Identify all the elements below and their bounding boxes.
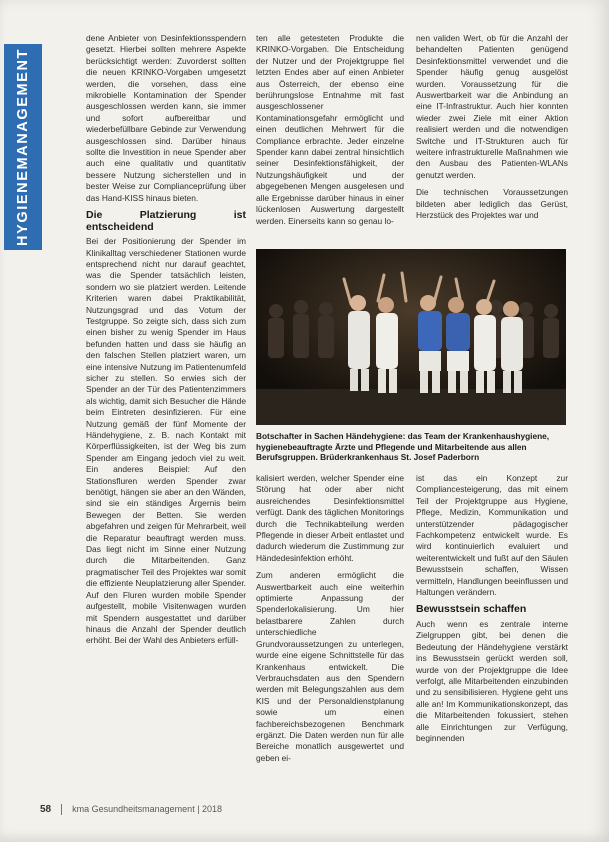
paragraph: ten alle getesteten Produkte die KRINKO-Vorgaben. Die Entscheidung der Nutzer und der Projektgruppe fiel letzten Endes aber auf einen Anbieter aus Österreich, der ebenso eine berührungslose Entnahme mit fast ausgeschlossener Kontaminationsgefahr ermöglicht und einen deutlichen Mehrwert für die Compliance erbrachte. Jeder einzelne Spender kann dabei zentral hinsichtlich seiner Desinfektionsfähigkeit, der Nutzungshäufigkeit und der abgegebenen Mengen ausgelesen und alle Ergebnisse darüber hinaus in einer lückenlosen Auswertung dargestellt werden. Einerseits kann so genau lo- xyxy=(256,33,404,226)
text-column-2-bottom xyxy=(256,473,404,780)
page-footer xyxy=(40,802,222,816)
paragraph: kalisiert werden, welcher Spender eine Störung hat oder aber nicht ausreichendes Desinfektionsmittel verfügt. Dank des täglichen Monitorings durch die Technikabteilung werden Pflegende in dieser Arbeit entlastet und dadurch wiederum die Zustimmung zur Händedesinfektion erhöht. xyxy=(256,473,404,563)
subheading: Bewusstsein schaffen xyxy=(416,603,527,616)
team-photo xyxy=(256,249,566,425)
text-column-1 xyxy=(86,33,246,778)
text-column-3-top xyxy=(416,33,568,245)
paragraph: Die technischen Voraussetzungen bildeten aber lediglich das Gerüst, Herzstück des Projektes war und xyxy=(416,187,568,221)
team-photo-illustration xyxy=(256,249,566,425)
text-column-2-top xyxy=(256,33,404,245)
text-column-3-bottom xyxy=(416,473,568,780)
page-number: 58 xyxy=(40,803,52,815)
paragraph: Zum anderen ermöglicht die Auswertbarkeit auch eine weiterhin optimierte Anpassung der Spenderlokalisierung. Um hier belastbarere Zahlen durch unterschiedliche Grundvoraussetzungen zu unterlegen, wurde eine eigene Schnittstelle für das Krankenhaus entwickelt. Die Verbrauchsdaten aus den Spendern werden mit Belegungszahlen aus dem KIS und der Personaldienstplanung sowie um einen fachbereichsbezogenen Benchmark ergänzt. Die Daten werden nun für alle Bereiche monatlich ausgewertet und geben ei- xyxy=(256,570,404,763)
paragraph: Auch wenn es zentrale interne Zielgruppen gibt, bei denen die Bedeutung der Händehygiene verstärkt ins Bewusstsein gerückt werden soll, wurde von der Projektgruppe die Idee verfolgt, alle Mitarbeitenden einzubinden und zu sensibilisieren. Hygiene geht uns alle an! Im Kommunikationskonzept, das die Mitarbeitenden fokussiert, stehen alle Einrichtungen zur Verfügung, beginnenden xyxy=(416,618,568,744)
section-tab xyxy=(4,44,42,250)
footer-divider xyxy=(61,804,62,815)
photo-caption: Botschafter in Sachen Händehygiene: das Team der Krankenhaushygiene, hygienebeauftragte Ärzte und Pflegende und Mitarbeitende aus allen Berufsgruppen. Brüderkrankenhaus St. Josef Paderborn xyxy=(256,431,550,463)
section-tab-label: HYGIENEMANAGEMENT xyxy=(15,48,31,246)
paragraph: dene Anbieter von Desinfektionsspendern gesetzt. Hierbei sollten mehrere Aspekte berücksichtigt werden: Zuvorderst sollten die neuen KRINKO-Vorgaben umgesetzt werden, die vorsehen, dass eine mikrobielle Kontamination der Spender ausgeschlossen werden kann, sie immer und sofort aufbereitbar und wiederbefüllbare Gebinde zur Verwendung ausgeschlossen sind. Darüber hinaus sollte die Investition in neue Spender aber auch eine qualitativ und quantitativ bessere Nutzung sicherstellen und in bester Weise zur Complianceprüfung über das Hand-KISS hinaus bieten. xyxy=(86,33,246,203)
paragraph: Bei der Positionierung der Spender im Klinikalltag verschiedener Stationen wurde entsprechend nicht nur darauf geachtet, was die Spender tatsächlich leisten, sondern wo sie platziert werden. Leitende Kriterien waren dabei Praktikabilität, Nutzungsgrad und das Votum der Testgruppe. So zeigte sich, dass sich zum einen bisher zu wenig Spender im Haus befunden hatten und dass sie häufig an den falschen Stellen platziert waren, um eine intensive Nutzung im Patientenumfeld sicher zu stellen. So erwies sich der Spender an der Tür des Patientenzimmers als wichtig, damit sich Besucher die Hände beim Eintreten desinfizieren. Für eine Nutzung gemäß der fünf Momente der Händehygiene, z. B. nach Kontakt mit Körperflüssigkeiten, ist der Weg bis zum Spender am Eingang jedoch viel zu weit. Ein anderes Beispiel: Auf den Stationsfluren werden Spender zwar benötigt, hängen sie aber an den Wänden, sind sie ein ständiges Ärgernis beim Bewegen der Betten. Sie werden abgefahren und zeigen für Mehrarbeit, weil die Reparatur beauftragt werden muss. Das liegt nicht im Sinne einer Nutzung durch die Mitarbeitenden. Ganz pragmatischer Teil des Projektes war somit die effiziente Neuplatzierung aller Spender. Auf den Fluren wurden mobile Spender aufgestellt, mobile Visitenwagen wurden mit Spendern ausgestattet und darüber hinaus die Anzahl der Spender deutlich erhöht. Bei der Wahl des Anbieters erfüll- xyxy=(86,236,246,646)
paragraph: nen validen Wert, ob für die Anzahl der behandelten Patienten genügend Desinfektionsmittel verwendet und die Spender häufig genug ausgelöst wurden. Voraussetzung für die Auswertbarkeit war die Anbindung an eine IT-Infrastruktur. Auch hier konnten wieder zwei Ziele mit einer Aktion realisiert werden und die notwendigen Switche und IT-Strukturen auch für weitere infrastrukturelle Maßnahmen wie den Ausbau des Patienten-WLANs genutzt werden. xyxy=(416,33,568,180)
paragraph: ist das ein Konzept zur Compliancesteigerung, das mit einem Teil der Projektgruppe aus Hygiene, Pflege, Medizin, Kommunikation und unterstützender pädagogischer Fachkompetenz entwickelt wurde. Es wird kontinuierlich evaluiert und weiterentwickelt und fußt auf den Säulen Bewusstsein schaffen, Wissen vermitteln, Handlungen beeinflussen und Haltungen verändern. xyxy=(416,473,568,598)
publication-name: kma Gesundheitsmanagement | 2018 xyxy=(72,804,223,814)
subheading: Die Platzierung ist entscheidend xyxy=(86,209,246,233)
